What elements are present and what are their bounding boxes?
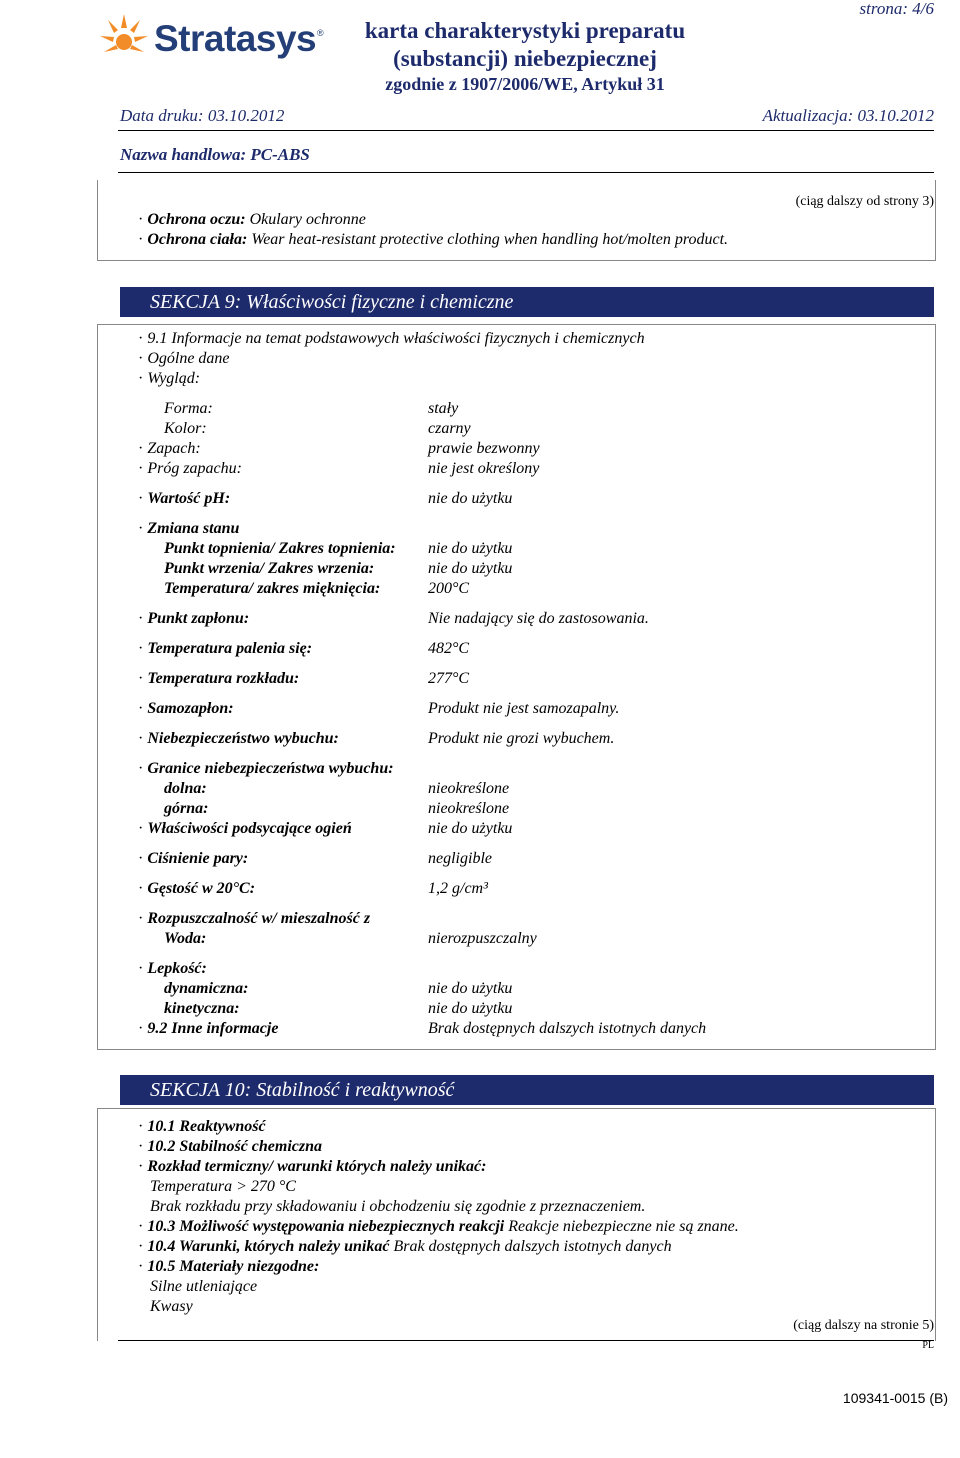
body-protection: · Ochrona ciała: Wear heat-resistant protective clothing when handling hot/molten product. xyxy=(138,231,729,248)
property-label: · Niebezpieczeństwo wybuchu: xyxy=(138,730,339,747)
document-title-line2: (substancji) niebezpiecznej xyxy=(393,46,657,71)
property-label: dynamiczna: xyxy=(164,980,249,997)
property-label: · Rozpuszczalność w/ mieszalność z xyxy=(138,910,371,927)
property-value: Nie nadający się do zastosowania. xyxy=(428,610,649,627)
property-label: kinetyczna: xyxy=(164,1000,240,1017)
property-value: nieokreślone xyxy=(428,780,510,797)
update-date: Aktualizacja: 03.10.2012 xyxy=(762,106,934,125)
property-label: · Samozapłon: xyxy=(138,700,234,717)
property-label: górna: xyxy=(164,800,209,817)
property-label: Temperatura/ zakres mięknięcia: xyxy=(164,580,381,597)
property-value: czarny xyxy=(428,420,471,437)
property-value: negligible xyxy=(428,850,492,867)
property-label: Punkt topnienia/ Zakres topnienia: xyxy=(164,540,396,557)
continued-from: (ciąg dalszy od strony 3) xyxy=(795,194,934,209)
appearance: · Wygląd: xyxy=(138,370,201,387)
property-label: · Granice niebezpieczeństwa wybuchu: xyxy=(138,760,394,777)
section9-title: SEKCJA 9: Właściwości fizyczne i chemiczne xyxy=(120,287,934,317)
property-value: nie do użytku xyxy=(428,820,513,837)
property-label: · Wartość pH: xyxy=(138,490,231,507)
property-label: · Próg zapachu: xyxy=(138,460,242,477)
property-label: Punkt wrzenia/ Zakres wrzenia: xyxy=(164,560,375,577)
property-value: 277°C xyxy=(428,670,470,687)
general-data: · Ogólne dane xyxy=(138,350,230,367)
brand-name: Stratasys xyxy=(154,18,317,59)
property-value: nieokreślone xyxy=(428,800,510,817)
page-number: strona: 4/6 xyxy=(859,0,934,18)
property-label: · Gęstość w 20°C: xyxy=(138,880,256,897)
property-value: stały xyxy=(428,400,459,417)
property-label: · Punkt zapłonu: xyxy=(138,610,250,627)
property-label: dolna: xyxy=(164,780,207,797)
property-value: nie do użytku xyxy=(428,1000,513,1017)
property-value: 482°C xyxy=(428,640,470,657)
property-value: Brak dostępnych dalszych istotnych danych xyxy=(428,1020,707,1037)
property-value: nie do użytku xyxy=(428,560,513,577)
property-label: · Właściwości podsycające ogień xyxy=(138,820,352,837)
sunburst-logo-icon xyxy=(96,10,152,66)
property-label: Forma: xyxy=(164,400,213,417)
conditions-to-avoid: · 10.4 Warunki, których należy unikać Brak dostępnych dalszych istotnych danych xyxy=(138,1238,672,1255)
property-label: · Temperatura rozkładu: xyxy=(138,670,300,687)
incompatible-1: Silne utleniające xyxy=(150,1278,258,1295)
property-value: nie do użytku xyxy=(428,540,513,557)
property-value: nie jest określony xyxy=(428,460,540,477)
property-label: · Ciśnienie pary: xyxy=(138,850,249,867)
section9-info-heading: · 9.1 Informacje na temat podstawowych właściwości fizycznych i chemicznych xyxy=(138,330,645,347)
property-label: · Zapach: xyxy=(138,440,201,457)
decomposition-text: Brak rozkładu przy składowaniu i obchodzeniu się zgodnie z przeznaczeniem. xyxy=(150,1198,646,1215)
header-divider-2 xyxy=(118,172,934,173)
reactivity: · 10.1 Reaktywność xyxy=(138,1118,266,1135)
property-value: nie do użytku xyxy=(428,490,513,507)
footer-divider xyxy=(118,1340,934,1341)
document-title-line1: karta charakterystyki preparatu xyxy=(364,18,686,43)
trade-name: Nazwa handlowa: PC-ABS xyxy=(120,145,310,164)
property-value: nierozpuszczalny xyxy=(428,930,537,947)
property-value: Produkt nie jest samozapalny. xyxy=(428,700,620,717)
print-date: Data druku: 03.10.2012 xyxy=(120,106,285,125)
chemical-stability: · 10.2 Stabilność chemiczna xyxy=(138,1138,323,1155)
incompatible-materials: · 10.5 Materiały niezgodne: xyxy=(138,1258,320,1275)
document-title-line3: zgodnie z 1907/2006/WE, Artykuł 31 xyxy=(385,74,665,94)
continued-to: (ciąg dalszy na stronie 5) xyxy=(793,1318,934,1333)
property-value: prawie bezwonny xyxy=(428,440,540,457)
registered-mark: ® xyxy=(317,28,324,38)
document-code: 109341-0015 (B) xyxy=(842,1390,948,1406)
eye-protection: · Ochrona oczu: Okulary ochronne xyxy=(138,211,366,228)
property-label: · 9.2 Inne informacje xyxy=(138,1020,279,1037)
stratasys-logo xyxy=(96,6,326,68)
section10-title: SEKCJA 10: Stabilność i reaktywność xyxy=(120,1075,934,1105)
property-value: 200°C xyxy=(428,580,470,597)
property-value: 1,2 g/cm³ xyxy=(428,880,488,897)
incompatible-2: Kwasy xyxy=(150,1298,193,1315)
property-label: · Lepkość: xyxy=(138,960,207,977)
property-label: Kolor: xyxy=(164,420,207,437)
decomposition-temperature: Temperatura > 270 °C xyxy=(150,1178,296,1195)
property-label: · Zmiana stanu xyxy=(138,520,240,537)
hazardous-reactions: · 10.3 Możliwość występowania niebezpiecznych reakcji Reakcje niebezpieczne nie są znane. xyxy=(138,1218,739,1235)
property-value: Produkt nie grozi wybuchem. xyxy=(428,730,615,747)
thermal-decomposition: · Rozkład termiczny/ warunki których należy unikać: xyxy=(138,1158,487,1175)
header-divider xyxy=(118,130,934,131)
property-label: · Temperatura palenia się: xyxy=(138,640,313,657)
property-label: Woda: xyxy=(164,930,207,947)
property-value: nie do użytku xyxy=(428,980,513,997)
language-code: PL xyxy=(922,1340,934,1351)
